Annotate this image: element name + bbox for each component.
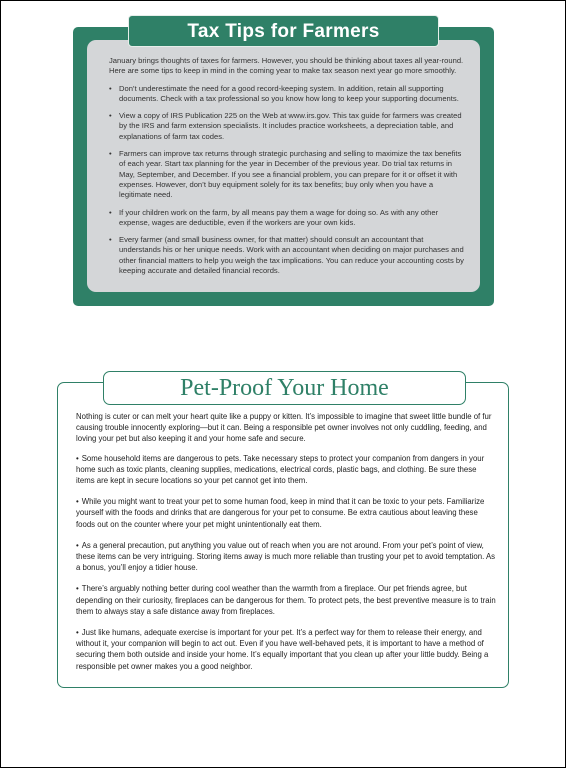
tax-tip-text: Don’t underestimate the need for a good record-keeping system. In addition, retain all supporting documents. Check with a tax professional so you know how long to keep your supporting documents. — [119, 83, 459, 103]
tax-tip-text: If your children work on the farm, by all means pay them a wage for doing so. As with any other expense, wages are deductible, even if the workers are your own kids. — [119, 207, 439, 227]
tax-tip-item — [109, 149, 464, 200]
bullet-icon: • — [109, 83, 112, 93]
tax-tip-text: Every farmer (and small business owner, for that matter) should consult an accountant that understands his or her unique needs. Work with an accountant when deciding on major purchases and other financial matters to help you weigh the tax implications. You can reduce your accounting costs by keeping accurate and detailed financial records. — [119, 235, 464, 276]
pet-tip-text: While you might want to treat your pet to some human food, keep in mind that it can be toxic to your pets. Familiarize yourself with the foods and drinks that are dangerous for your pet to consume. Be extra cautious about leaving these foods out on the counter where your pet might unintentionally eat them. — [76, 497, 485, 529]
tax-tips-body — [109, 56, 464, 283]
bullet-icon: • — [76, 628, 79, 638]
pet-tip-item — [76, 453, 496, 487]
tax-tip-text: View a copy of IRS Publication 225 on the Web at www.irs.gov. This tax guide for farmers was created by the IRS and farm extension specialists. It includes practice worksheets, a depreciation table, and explanations of farm tax codes. — [119, 111, 462, 141]
bullet-icon: • — [76, 453, 79, 463]
pet-tip-text: There’s arguably nothing better during cool weather than the warmth from a fireplace. Our pet friends agree, but depending on their curiosity, fireplaces can be dangerous for them. To protect pets, the best preventive measure is to train them to always stay a safe distance away from fireplaces. — [76, 584, 496, 616]
tax-tips-list — [109, 84, 464, 277]
tax-tip-item — [109, 111, 464, 142]
pet-tip-item — [76, 627, 496, 672]
pet-tip-text: Just like humans, adequate exercise is important for your pet. It’s a perfect way for them to release their energy, and without it, your companion will begin to act out. Even if you have well-behaved pets, it is important to have a method of securing them both outside and inside your home. It’s equally important that you clean up after your little buddy. Being a responsible pet owner makes you a good neighbor. — [76, 628, 489, 671]
tax-tip-item — [109, 235, 464, 276]
tax-tips-intro: January brings thoughts of taxes for farmers. However, you should be thinking about taxes all year-round. Here are some tips to keep in mind in the coming year to make tax season next year go more smoothly. — [109, 56, 464, 76]
pet-proof-title: Pet-Proof Your Home — [103, 371, 466, 405]
bullet-icon: • — [76, 584, 79, 594]
bullet-icon: • — [109, 111, 112, 121]
pet-proof-intro: Nothing is cuter or can melt your heart quite like a puppy or kitten. It’s impossible to imagine that sweet little bundle of fur causing trouble innocently exploring—but it can. Being a responsible pet owner involves not only cuddling, feeding, and loving your pet but also keeping it and your home safe and secure. — [76, 412, 492, 444]
pet-tip-item — [76, 583, 496, 617]
pet-tip-item — [76, 540, 496, 574]
tax-tip-text: Farmers can improve tax returns through strategic purchasing and selling to maximize the tax benefits of each year. Start tax planning for the year in December of the previous year. Do trial tax returns in May, September, and December. If you see a financial problem, you can prepare for it or offset it with expenses. However, don’t buy equipment solely for its tax benefits; buy only when you have a legitimate need. — [119, 149, 462, 200]
pet-proof-list — [76, 453, 496, 672]
bullet-icon: • — [109, 149, 112, 159]
tax-tip-item — [109, 208, 464, 229]
bullet-icon: • — [76, 497, 79, 507]
pet-tip-text: Some household items are dangerous to pets. Take necessary steps to protect your companion from dangers in your home such as toxic plants, cleaning supplies, medications, electrical cords, plastic bags, and clothing. Be sure these items are kept in secure locations so your pet cannot get into them. — [76, 453, 485, 486]
pet-proof-body — [76, 411, 496, 682]
tax-tips-title: Tax Tips for Farmers — [128, 15, 439, 47]
pet-tip-item — [76, 496, 496, 530]
pet-tip-text: As a general precaution, put anything you value out of reach when you are not around. From your pet’s point of view, these items can be very intriguing. Storing items away is much more reliable than trusting your pet to avoid temptation. As a bonus, you’ll enjoy a tidier house. — [76, 540, 496, 573]
bullet-icon: • — [109, 207, 112, 217]
bullet-icon: • — [76, 540, 79, 550]
tax-tip-item — [109, 84, 464, 105]
bullet-icon: • — [109, 235, 112, 245]
